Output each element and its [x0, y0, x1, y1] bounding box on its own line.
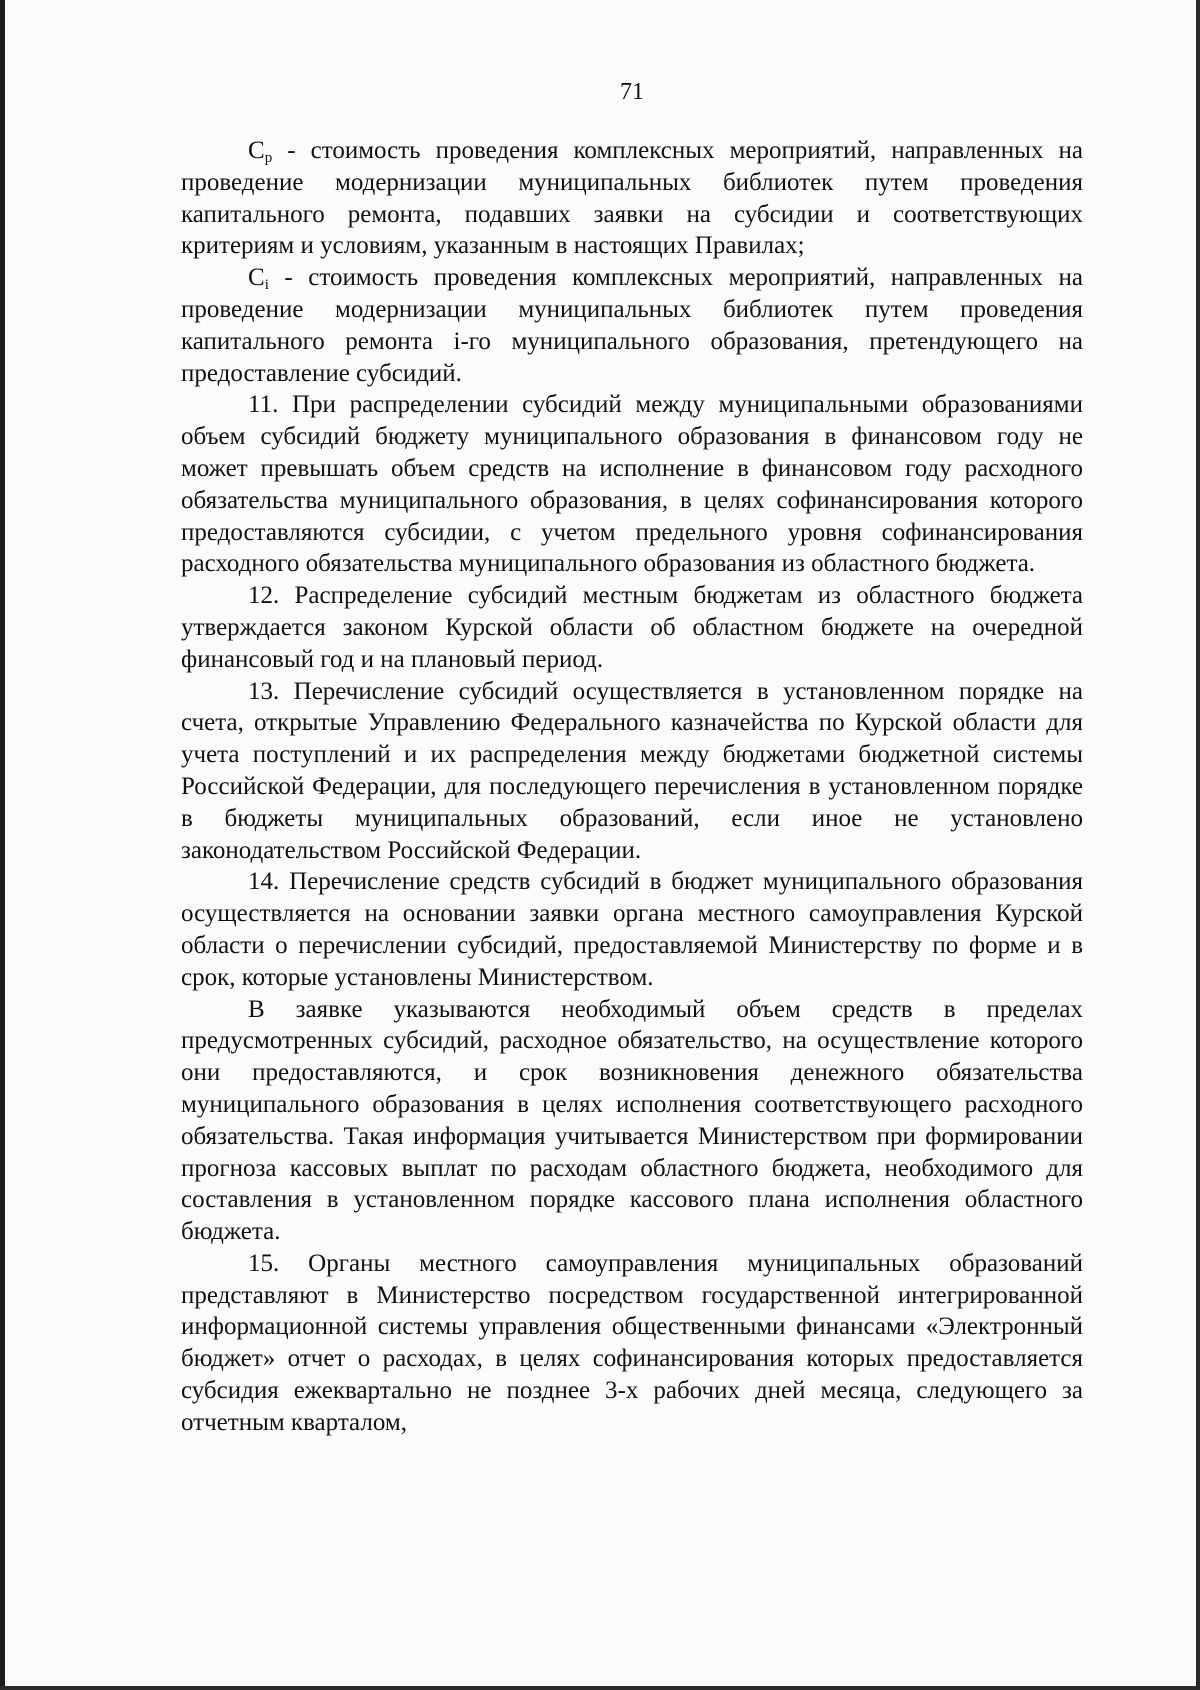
paragraph-ci-definition [181, 262, 1083, 389]
paragraph-11: 11. При распределении субсидий между муниципальными образованиями объем субсидий бюджету муниципального образования в финансовом году не может превышать объем средств на исполнение в финансовом году расходного обязательства муниципального образования, в целях софинансирования которого предоставляются субсидии, с учетом предельного уровня софинансирования расходного обязательства муниципального образования из областного бюджета. [181, 391, 1083, 578]
paragraph-14-application: В заявке указываются необходимый объем средств в пределах предусмотренных субсидий, расходное обязательство, на осуществление которого они предоставляются, и срок возникновения денежного обязательства муниципального образования в целях исполнения соответствующего расходного обязательства. Такая информация учитывается Министерством при формировании прогноза кассовых выплат по расходам областного бюджета, необходимого для составления в установленном порядке кассового плана исполнения областного бюджета. [181, 995, 1083, 1246]
scan-right-edge [1196, 0, 1200, 1690]
symbol-c: C [248, 137, 265, 164]
scan-left-edge [0, 0, 5, 1690]
paragraph-12: 12. Распределение субсидий местным бюджетам из областного бюджета утверждается законом Курской области об областном бюджете на очередной финансовый год и на плановый период. [181, 582, 1083, 673]
paragraph-14: 14. Перечисление средств субсидий в бюджет муниципального образования осуществляется на основании заявки органа местного самоуправления Курской области о перечислении субсидий, предоставляемой Министерству по форме и в срок, которые установлены Министерством. [181, 868, 1083, 991]
symbol-c: C [248, 264, 265, 292]
paragraph-text: - стоимость проведения комплексных мероприятий, направленных на проведение модернизации муниципальных библиотек путем проведения капитального ремонта i-го муниципального образования, претендующего на предоставление субсидий. [181, 264, 1083, 387]
symbol-subscript: i [264, 277, 269, 294]
paragraph-text: - стоимость проведения комплексных мероприятий, направленных на проведение модернизации муниципальных библиотек путем проведения капитального ремонта, подавших заявки на субсидии и соответствующих критериям и условиям, указанным в настоящих Правилах; [181, 137, 1083, 260]
paragraph-cp-definition [181, 135, 1083, 262]
document-body [181, 135, 1083, 1439]
paragraph-15: 15. Органы местного самоуправления муниципальных образований представляют в Министерство посредством государственной интегрированной информационной системы управления общественными финансами «Электронный бюджет» отчет о расходах, в целях софинансирования которых предоставляется субсидия ежеквартально не позднее 3-х рабочих дней месяца, следующего за отчетным кварталом, [181, 1249, 1083, 1436]
scan-bottom-edge [0, 1686, 1200, 1690]
symbol-subscript: p [264, 150, 273, 166]
page-number: 71 [620, 79, 644, 105]
paragraph-13: 13. Перечисление субсидий осуществляется в установленном порядке на счета, открытые Управлению Федерального казначейства по Курской области для учета поступлений и их распределения между бюджетами бюджетной системы Российской Федерации, для последующего перечисления в установленном порядке в бюджеты муниципальных образований, если иное не установлено законодательством Российской Федерации. [181, 677, 1083, 864]
